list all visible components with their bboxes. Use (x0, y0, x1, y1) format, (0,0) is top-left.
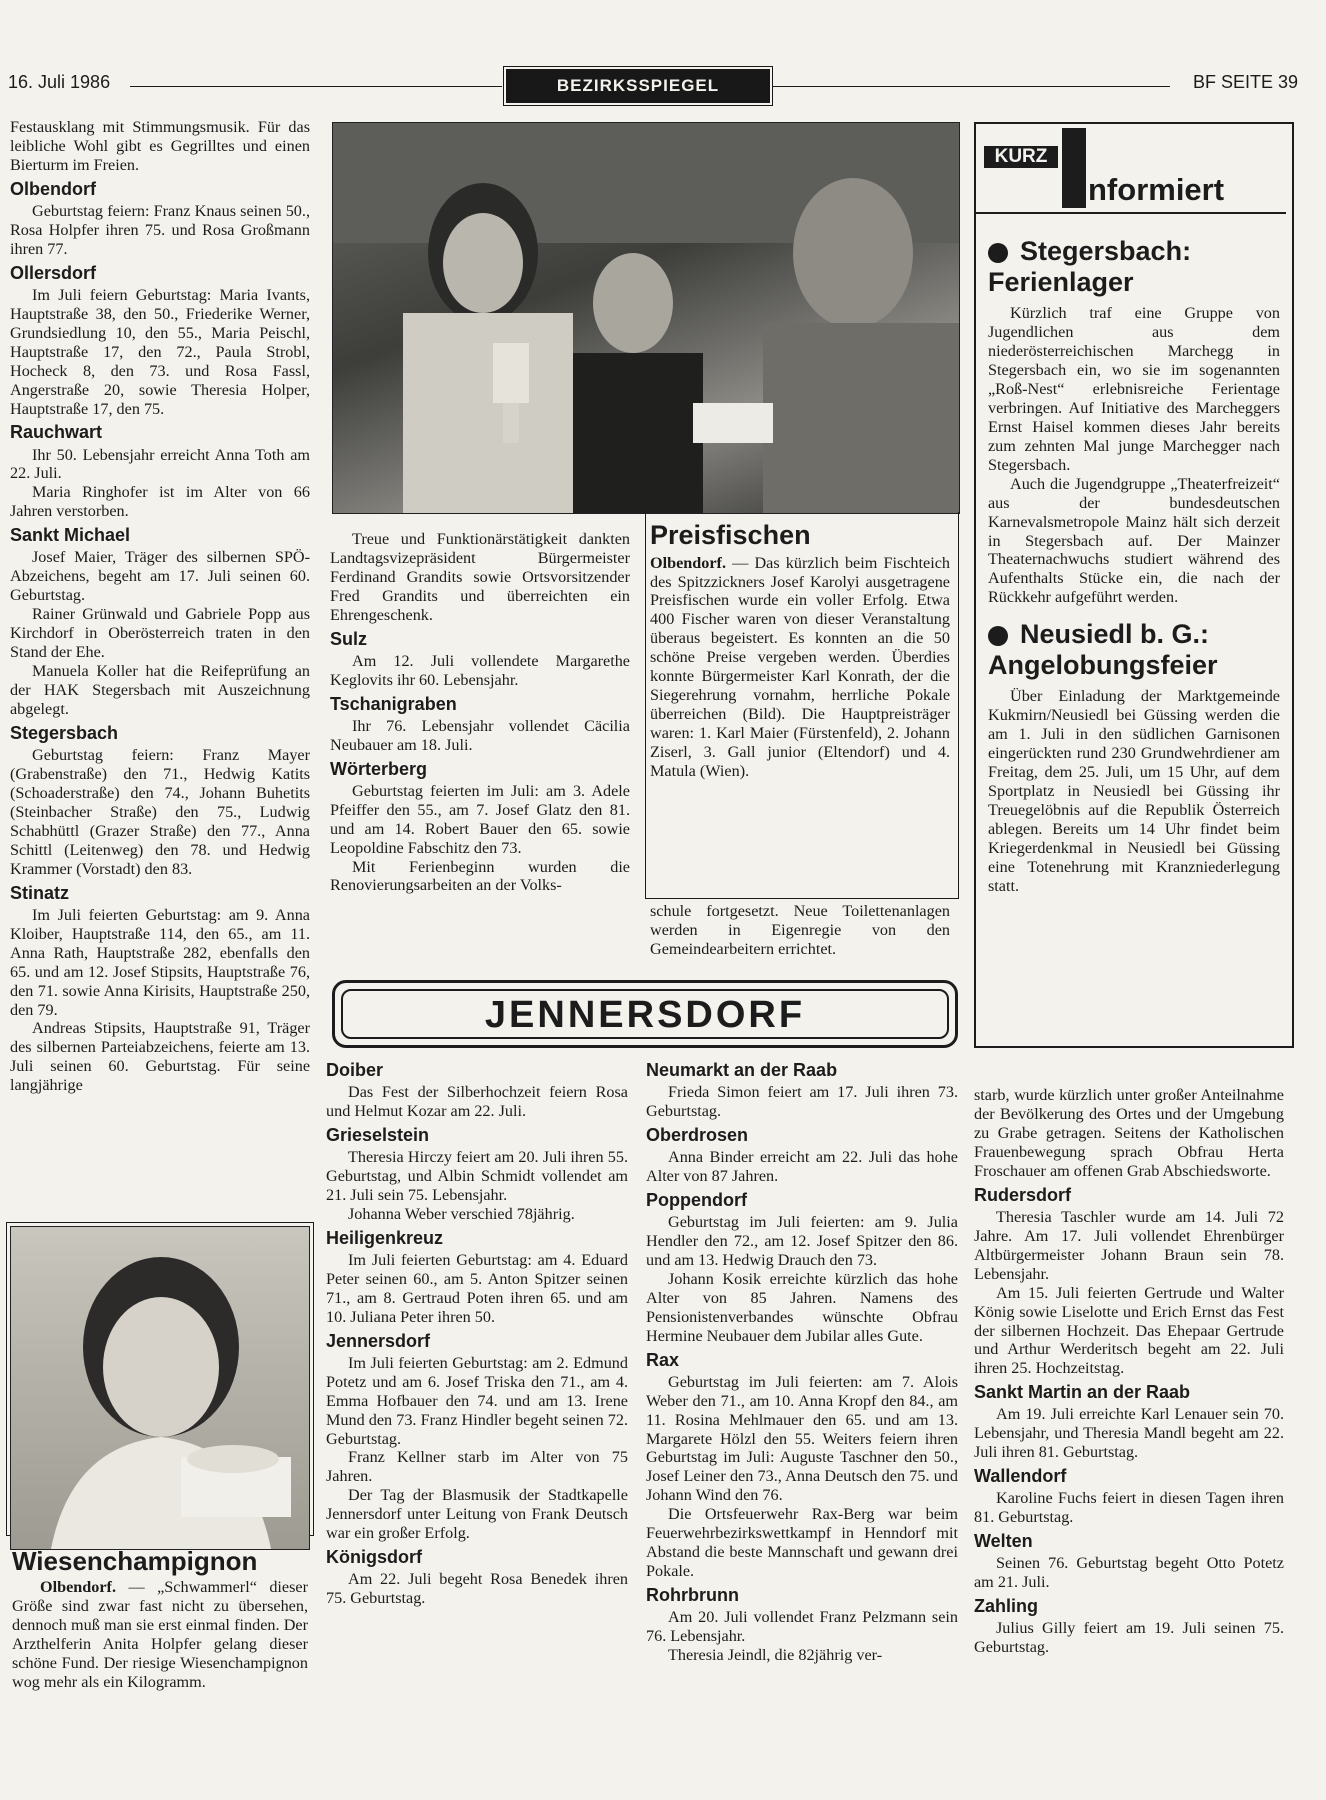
heading-wallendorf: Wallendorf (974, 1466, 1067, 1487)
heading-tschanigraben: Tschanigraben (330, 693, 457, 714)
heading-grieselstein: Grieselstein (326, 1124, 430, 1145)
text-rax-2: Die Ortsfeuerwehr Rax-Berg war beim Feuerwehrbezirkswettkampf in Henndorf mit Abstand die beste Mannschaft und gewann drei Pokale. (646, 1505, 958, 1581)
kurz-title: nformiert (1088, 172, 1225, 207)
kurz-tag: KURZ (984, 146, 1058, 168)
heading-stegersbach: Stegersbach (10, 722, 119, 743)
article-wiesenchampignon (12, 1546, 308, 1692)
text-sankt-martin: Am 19. Juli erreichte Karl Lenauer sein 70. Lebensjahr, und Theresia Mandl begeht am 22. Juli ihren 81. Geburtstag. (974, 1405, 1284, 1462)
text-oberdrosen: Anna Binder erreicht am 22. Juli das hohe Alter von 87 Jahren. (646, 1148, 958, 1185)
text-zahling: Julius Gilly feiert am 19. Juli seinen 75. Geburtstag. (974, 1619, 1284, 1657)
text-rax-1: Geburtstag im Juli feierten: am 7. Alois Weber den 71., am 10. Anna Kropf den 84., am 11. Rosina Mehlmauer den 65. und am 13. Margarete Hölzl den 55. Weiters feiern ihren Geburtstag im Juli: Auguste Taschner den 50., Josef Leiner den 73., Anna Deutsch den 75. und Johann Wind den 76. (646, 1372, 958, 1505)
photo-wiesenchampignon-graphic (11, 1227, 309, 1549)
text-rudersdorf-1: Theresia Taschler wurde am 14. Juli 72 Jahre. Am 17. Juli vollendet Ehrenbürger Altbürgermeister Johann Braun sein 78. Lebensjahr. (974, 1207, 1284, 1283)
heading-olbendorf: Olbendorf (10, 178, 96, 199)
text-stinatz-1: Im Juli feierten Geburtstag: am 9. Anna Kloiber, Hauptstraße 114, den 65., am 11. Anna Rath, Hauptstraße 282, ebenfalls den 65. und am 12. Josef Stipsits, Hauptstraße 76, den 71. sowie Anna Kirisits, Hauptstraße 250, den 79. (10, 905, 310, 1019)
text-heiligenkreuz: Im Juli feierten Geburtstag: am 4. Eduard Peter seinen 60., am 5. Anton Spitzer seinen 71., am 8. Gertraud Poten ihren 65. und am 10. Juliana Peter ihren 50. (326, 1250, 628, 1326)
text-continuation (650, 902, 950, 959)
section-title: BEZIRKSSPIEGEL (506, 69, 770, 103)
text-wallendorf: Karoline Fuchs feiert in diesen Tagen ihren 81. Geburtstag. (974, 1489, 1284, 1527)
heading-woerterberg: Wörterberg (330, 758, 428, 779)
body-preisfischen: — Das kürzlich beim Fischteich des Spitzzickners Josef Karolyi ausgetragene Preisfischen wurde ein voller Erfolg. Etwa 400 Fischer waren von dieser Veranstaltung überaus begeistert. Es konnten an die 50 schöne Preise vergeben werden. Überdies konnte Bürgermeister Karl Konrath, der die Siegerehrung vornahm, herrliche Pokale überreichen (Bild). Die Hauptpreisträger waren: 1. Karl Maier (Fürstenfeld), 2. Johann Ziserl, 3. Gall junior (Eltendorf) und 4. Matula (Wien). (650, 553, 950, 781)
heading-neusiedl-angelobung: Neusiedl b. G.: Angelobungsfeier (988, 619, 1218, 681)
page-header (8, 72, 1298, 100)
heading-heiligenkreuz: Heiligenkreuz (326, 1227, 444, 1248)
heading-neumarkt: Neumarkt an der Raab (646, 1060, 838, 1080)
text-rohrbrunn-1: Am 20. Juli vollendet Franz Pelzmann sein 76. Lebensjahr. (646, 1608, 958, 1646)
text-jennersdorf-3: Der Tag der Blasmusik der Stadtkapelle Jennersdorf unter Leitung von Frank Deutsch war ein großer Erfolg. (326, 1486, 628, 1543)
heading-sulz: Sulz (330, 628, 368, 649)
column-jennersdorf-b (646, 1056, 958, 1665)
text-stinatz-2: Andreas Stipsits, Hauptstraße 91, Träger des silbernen Parteiabzeichens, feierte am 13. Juli seinen 60. Geburtstag. Für seine langjährige (10, 1019, 310, 1095)
text-woerterberg-2: Mit Ferienbeginn wurden die Renovierungsarbeiten an der Volks- (330, 857, 630, 895)
text-poppendorf-1: Geburtstag im Juli feierten: am 9. Julia Hendler den 72., am 12. Josef Spitzer den 86. und am 13. Hedwig Drauch den 73. (646, 1212, 958, 1269)
header-rule-left (130, 86, 502, 87)
body-wiesenchampignon: — „Schwammerl“ dieser Größe sind zwar fast nicht zu übersehen, dennoch muß man sie erst einmal finden. Der Arzthelferin Anita Holpfer gelang dieser schöne Fund. Der riesige Wiesenchampignon wog mehr als ein Kilogramm. (12, 1578, 308, 1692)
column-jennersdorf-c (974, 1086, 1284, 1657)
heading-rohrbrunn: Rohrbrunn (646, 1585, 739, 1606)
jennersdorf-banner (332, 980, 958, 1048)
text-preisfischen (650, 554, 950, 781)
heading-koenigsdorf: Königsdorf (326, 1547, 422, 1568)
kurz-header (976, 124, 1292, 214)
banner-title: JENNERSDORF (341, 989, 949, 1039)
heading-sankt-michael: Sankt Michael (10, 525, 131, 546)
heading-doiber: Doiber (326, 1060, 384, 1080)
text-ollersdorf: Im Juli feiern Geburtstag: Maria Ivants, Hauptstraße 38, den 50., Friederike Werner, Grundsiedlung 10, den 55., Maria Peischl, Hauptstraße 17, den 72., Paula Strobl, Hocheck 8, den 73. und Rosa Fassl, Angerstraße 20, sowie Theresia Holper, Hauptstraße 17, den 75. (10, 285, 310, 418)
heading-oberdrosen: Oberdrosen (646, 1124, 749, 1145)
text-woerterberg-1: Geburtstag feierten im Juli: am 3. Adele Pfeiffer den 55., am 7. Josef Glatz den 81. und am 14. Robert Bauer den 65. sowie Leopoldine Fabschitz den 73. (330, 781, 630, 857)
kurz-i-bar (1062, 128, 1086, 208)
heading-ollersdorf: Ollersdorf (10, 262, 97, 283)
text-rauchwart-2: Maria Ringhofer ist im Alter von 66 Jahren verstorben. (10, 483, 310, 521)
bullet-icon (988, 243, 1008, 263)
article-preisfischen (650, 520, 950, 781)
text-stegersbach: Geburtstag feiern: Franz Mayer (Grabenstraße) den 71., Hedwig Katits (Schoaderstraße) den 74., Johann Buhetits (Steinbacher Straße) den 75., Ludwig Schabhüttl (Grazer Straße) den 77., Anna Schittl (Leitenweg) den 78. und Hedwig Krammer (Vorstadt) den 83. (10, 746, 310, 878)
text-ferienlager-2: Auch die Jugendgruppe „Theaterfreizeit“ aus der bundesdeutschen Karnevalsmetropole Mainz hält sich derzeit in Stegersbach auf. Der Mainzer Theaternachwuchs studiert während des Aufenthalts Stücke ein, die nach der Rückkehr aufgeführt werden. (988, 474, 1280, 607)
bullet-icon (988, 626, 1008, 646)
heading-jennersdorf: Jennersdorf (326, 1330, 431, 1351)
text-rohrbrunn-2: Theresia Jeindl, die 82jährig ver- (668, 1646, 883, 1665)
header-page-number: BF SEITE 39 (1192, 72, 1298, 92)
text-ferienlager-1: Kürzlich traf eine Gruppe von Jugendlichen aus dem niederösterreichischen Marchegg in Stegersbach ein, wo sie im sogenannten „Roß-Nest“ erlebnisreiche Ferientage verbringen. Auf Initiative des Marcheggers Ernst Haisel kommen dieses Jahr bereits zum zehnten Mal junge Marchegger nach Stegersbach. (988, 304, 1280, 474)
heading-zahling: Zahling (974, 1596, 1038, 1617)
text-starb-continuation: starb, wurde kürzlich unter großer Anteilnahme der Bevölkerung des Ortes und der Umgebung zu Grabe getragen. Seitens der Katholischen Frauenbewegung sprach Obfrau Herta Froschauer am offenen Grab Abschiedsworte. (974, 1086, 1284, 1180)
photo-preisfischen-graphic (333, 123, 959, 513)
heading-welten: Welten (974, 1531, 1033, 1552)
text-angelobung: Über Einladung der Marktgemeinde Kukmirn/Neusiedl bei Güssing werden die am 1. Juli in den südlichen Garnisonen eingerückten rund 230 Grundwehrdiener am Freitag, dem 25. Juli, um 15 Uhr, auf dem Sportplatz in Neusiedl bei Güssing ihr Treuegelöbnis auf die Republik Österreich ablegen. Bereits um 14 Uhr findet beim Kriegerdenkmal in Neusiedl bei Güssing eine Totenehrung mit Kranzniederlegung statt. (988, 687, 1280, 895)
article-intro: Festausklang mit Stimmungsmusik. Für das leibliche Wohl gibt es Gegrilltes und einen Bierturm im Freien. (10, 118, 310, 174)
text-grieselstein-1: Theresia Hirczy feiert am 20. Juli ihren 55. Geburtstag, und Albin Schmidt vollendet am 21. Juli sein 75. Lebensjahr. (326, 1148, 628, 1204)
column-left (10, 118, 310, 1095)
text-welten: Seinen 76. Geburtstag begeht Otto Potetz am 21. Juli. (974, 1554, 1284, 1592)
photo-preisfischen (332, 122, 960, 514)
title-wiesenchampignon: Wiesenchampignon (12, 1546, 258, 1576)
heading-poppendorf: Poppendorf (646, 1189, 747, 1210)
heading-rauchwart: Rauchwart (10, 422, 103, 443)
heading-stinatz: Stinatz (10, 882, 70, 903)
place-olbendorf-2: Olbendorf. (40, 1578, 116, 1597)
text-sankt-michael-2: Rainer Grünwald und Gabriele Popp aus Kirchdorf in Oberösterreich traten in den Stand der Ehe. (10, 605, 310, 662)
column-jennersdorf-a (326, 1056, 628, 1608)
text-sankt-michael-1: Josef Maier, Träger des silbernen SPÖ-Abzeichens, begeht am 17. Juli seinen 60. Geburtstag. (10, 548, 310, 605)
text-treue: Treue und Funktionärstätigkeit dankten Landtagsvizepräsident Bürgermeister Ferdinand Grandits sowie Ortsvorsitzender Fred Grandits und überreichten ein Ehrengeschenk. (330, 530, 630, 624)
text-tschanigraben: Ihr 76. Lebensjahr vollendet Cäcilia Neubauer am 18. Juli. (330, 716, 630, 754)
kurz-rule (976, 212, 1286, 214)
text-schule-fortgesetzt: schule fortgesetzt. Neue Toilettenanlagen werden in Eigenregie von den Gemeindearbeitern errichtet. (650, 902, 950, 958)
text-rudersdorf-2: Am 15. Juli feierten Gertrude und Walter König sowie Liselotte und Erich Ernst das Fest der silbernen Hochzeit. Das Ehepaar Gertrude und Arthur Werderitsch begeht am 22. Juli ihren 25. Hochzeitstag. (974, 1283, 1284, 1378)
header-rule-right (772, 86, 1170, 87)
text-wiesenchampignon (12, 1578, 308, 1692)
header-date: 16. Juli 1986 (8, 72, 111, 92)
heading-stegersbach-ferienlager: Stegersbach: Ferienlager (988, 236, 1192, 298)
text-doiber: Das Fest der Silberhochzeit feiern Rosa und Helmut Kozar am 22. Juli. (326, 1083, 628, 1120)
text-jennersdorf-1: Im Juli feierten Geburtstag: am 2. Edmund Potetz und am 6. Josef Triska den 71., am 4. Emma Hofbauer den 74. und am 13. Irene Mund den 73. Franz Hindler begeht seinen 72. Geburtstag. (326, 1353, 628, 1448)
text-neumarkt: Frieda Simon feiert am 17. Juli ihren 73. Geburtstag. (646, 1083, 958, 1120)
heading-sankt-martin: Sankt Martin an der Raab (974, 1382, 1191, 1403)
heading-rax: Rax (646, 1349, 680, 1370)
photo-wiesenchampignon (10, 1226, 310, 1550)
text-rauchwart-1: Ihr 50. Lebensjahr erreicht Anna Toth am 22. Juli. (10, 445, 310, 483)
text-olbendorf: Geburtstag feiern: Franz Knaus seinen 50., Rosa Holpfer ihren 75. und Rosa Großmann ihren 77. (10, 201, 310, 258)
kurz-informiert-box (974, 122, 1294, 1048)
text-sankt-michael-3: Manuela Koller hat die Reifeprüfung an der HAK Stegersbach mit Auszeichnung abgelegt. (10, 662, 310, 719)
text-poppendorf-2: Johann Kosik erreichte kürzlich das hohe Alter von 85 Jahren. Namens des Pensionistenverbandes wünschte Obfrau Hermine Neubauer dem Jubilar alles Gute. (646, 1269, 958, 1345)
text-koenigsdorf: Am 22. Juli begeht Rosa Benedek ihren 75. Geburtstag. (326, 1570, 628, 1608)
heading-rudersdorf: Rudersdorf (974, 1184, 1072, 1205)
kurz-content (988, 228, 1280, 896)
text-jennersdorf-2: Franz Kellner starb im Alter von 75 Jahren. (326, 1448, 628, 1486)
place-olbendorf: Olbendorf. (650, 553, 726, 572)
column-center-left (330, 530, 630, 895)
title-preisfischen: Preisfischen (650, 520, 811, 550)
text-sulz: Am 12. Juli vollendete Margarethe Keglovits ihr 60. Lebensjahr. (330, 651, 630, 689)
text-grieselstein-2: Johanna Weber verschied 78jährig. (348, 1204, 575, 1223)
